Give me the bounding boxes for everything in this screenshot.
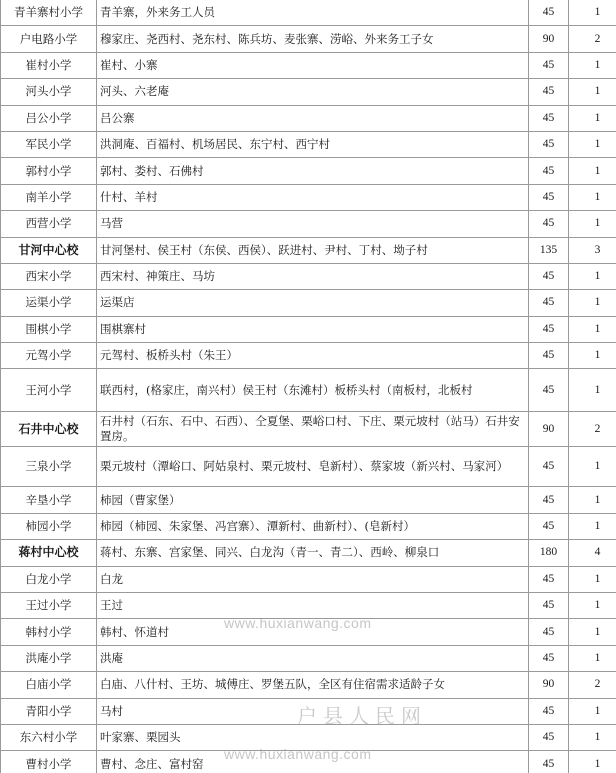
service-area-cell: 蒋村、东寨、宫家堡、同兴、白龙沟（青一、青二）、西岭、柳泉口 [97, 540, 529, 566]
service-area-cell: 石井村（石东、石中、石西）、仝夏堡、栗峪口村、下庄、栗元坡村（站马）石井安置房。 [97, 412, 529, 447]
service-area-cell: 马村 [97, 698, 529, 724]
class-count-cell: 1 [569, 513, 616, 539]
student-count-cell: 45 [529, 369, 569, 412]
table-row [1, 698, 616, 724]
student-count-cell: 135 [529, 237, 569, 263]
service-area-cell: 元驾村、板桥头村（朱王） [97, 343, 529, 369]
service-area-cell: 穆家庄、尧西村、尧东村、陈兵坊、麦张寨、涝峪、外来务工子女 [97, 26, 529, 52]
service-area-cell: 什村、羊村 [97, 184, 529, 210]
class-count-cell: 1 [569, 645, 616, 671]
class-count-cell: 1 [569, 698, 616, 724]
class-count-cell: 2 [569, 26, 616, 52]
student-count-cell: 45 [529, 131, 569, 157]
school-name-cell: 运渠小学 [1, 290, 97, 316]
watermark-url-top: www.huxianwang.com [224, 615, 372, 631]
service-area-cell: 叶家寨、栗园头 [97, 724, 529, 750]
student-count-cell: 45 [529, 0, 569, 26]
table-row [1, 105, 616, 131]
student-count-cell: 45 [529, 316, 569, 342]
class-count-cell: 1 [569, 184, 616, 210]
service-area-cell: 曹村、念庄、富村窑 [97, 751, 529, 773]
service-area-cell: 王过 [97, 593, 529, 619]
class-count-cell: 1 [569, 724, 616, 750]
school-name-cell: 甘河中心校 [1, 237, 97, 263]
service-area-cell: 联西村，(格家庄，南兴村）侯王村（东滩村）板桥头村（南板村，北板村 [97, 369, 529, 412]
class-count-cell: 3 [569, 237, 616, 263]
service-area-cell: 柿园（柿园、朱家堡、冯宫寨）、潭新村、曲新村）、(皂新村） [97, 513, 529, 539]
student-count-cell: 45 [529, 447, 569, 487]
class-count-cell: 1 [569, 343, 616, 369]
school-name-cell: 曹村小学 [1, 751, 97, 773]
service-area-cell: 青羊寨，外来务工人员 [97, 0, 529, 26]
class-count-cell: 4 [569, 540, 616, 566]
school-name-cell: 王河小学 [1, 369, 97, 412]
class-count-cell: 1 [569, 316, 616, 342]
table-row [1, 79, 616, 105]
student-count-cell: 45 [529, 290, 569, 316]
service-area-cell: 栗元坡村（潭峪口、阿姑泉村、栗元坡村、皂新村）、蔡家坡（新兴村、马家河） [97, 447, 529, 487]
service-area-cell: 崔村、小寨 [97, 52, 529, 78]
service-area-cell: 洪洞庵、百福村、机场居民、东宁村、西宁村 [97, 131, 529, 157]
table-row [1, 487, 616, 513]
student-count-cell: 90 [529, 412, 569, 447]
student-count-cell: 45 [529, 566, 569, 592]
class-count-cell: 2 [569, 672, 616, 698]
class-count-cell: 1 [569, 0, 616, 26]
service-area-cell: 郭村、娄村、石佛村 [97, 158, 529, 184]
table-row [1, 0, 616, 26]
watermark-url-bottom: www.huxianwang.com [224, 746, 372, 762]
class-count-cell: 1 [569, 369, 616, 412]
service-area-cell: 白庙、八什村、王坊、城傅庄、罗堡五队，全区有住宿需求适龄子女 [97, 672, 529, 698]
school-name-cell: 三泉小学 [1, 447, 97, 487]
school-name-cell: 河头小学 [1, 79, 97, 105]
table-row [1, 566, 616, 592]
student-count-cell: 45 [529, 513, 569, 539]
student-count-cell: 45 [529, 487, 569, 513]
class-count-cell: 1 [569, 487, 616, 513]
table-row [1, 290, 616, 316]
table-row [1, 724, 616, 750]
student-count-cell: 90 [529, 26, 569, 52]
table-row [1, 263, 616, 289]
class-count-cell: 1 [569, 263, 616, 289]
class-count-cell: 1 [569, 52, 616, 78]
student-count-cell: 45 [529, 79, 569, 105]
table-row [1, 593, 616, 619]
table-row [1, 619, 616, 645]
school-name-cell: 白龙小学 [1, 566, 97, 592]
student-count-cell: 45 [529, 698, 569, 724]
student-count-cell: 45 [529, 105, 569, 131]
class-count-cell: 1 [569, 79, 616, 105]
school-name-cell: 元驾小学 [1, 343, 97, 369]
table-row [1, 158, 616, 184]
table-row [1, 447, 616, 487]
student-count-cell: 180 [529, 540, 569, 566]
service-area-cell: 河头、六老庵 [97, 79, 529, 105]
class-count-cell: 1 [569, 290, 616, 316]
school-name-cell: 白庙小学 [1, 672, 97, 698]
service-area-cell: 西宋村、神策庄、马坊 [97, 263, 529, 289]
table-row [1, 316, 616, 342]
school-name-cell: 崔村小学 [1, 52, 97, 78]
school-name-cell: 东六村小学 [1, 724, 97, 750]
table-row [1, 211, 616, 237]
student-count-cell: 45 [529, 263, 569, 289]
school-name-cell: 青羊寨村小学 [1, 0, 97, 26]
table-row [1, 52, 616, 78]
class-count-cell: 1 [569, 158, 616, 184]
class-count-cell: 2 [569, 412, 616, 447]
school-name-cell: 西营小学 [1, 211, 97, 237]
student-count-cell: 45 [529, 593, 569, 619]
service-area-cell: 马营 [97, 211, 529, 237]
student-count-cell: 45 [529, 52, 569, 78]
student-count-cell: 45 [529, 751, 569, 773]
school-name-cell: 石井中心校 [1, 412, 97, 447]
class-count-cell: 1 [569, 619, 616, 645]
student-count-cell: 45 [529, 619, 569, 645]
school-name-cell: 西宋小学 [1, 263, 97, 289]
table-row [1, 540, 616, 566]
table-row [1, 131, 616, 157]
service-area-cell: 白龙 [97, 566, 529, 592]
class-count-cell: 1 [569, 751, 616, 773]
table-body [1, 0, 616, 773]
class-count-cell: 1 [569, 593, 616, 619]
table-row [1, 751, 616, 773]
service-area-cell: 围棋寨村 [97, 316, 529, 342]
student-count-cell: 45 [529, 158, 569, 184]
table-row [1, 412, 616, 447]
service-area-cell: 洪庵 [97, 645, 529, 671]
student-count-cell: 45 [529, 645, 569, 671]
table-row [1, 645, 616, 671]
school-name-cell: 洪庵小学 [1, 645, 97, 671]
school-name-cell: 青阳小学 [1, 698, 97, 724]
class-count-cell: 1 [569, 131, 616, 157]
service-area-cell: 韩村、怀道村 [97, 619, 529, 645]
class-count-cell: 1 [569, 566, 616, 592]
table-row [1, 26, 616, 52]
school-name-cell: 王过小学 [1, 593, 97, 619]
school-name-cell: 辛垦小学 [1, 487, 97, 513]
service-area-cell: 运渠店 [97, 290, 529, 316]
school-name-cell: 郭村小学 [1, 158, 97, 184]
student-count-cell: 45 [529, 184, 569, 210]
table-row [1, 184, 616, 210]
school-name-cell: 南羊小学 [1, 184, 97, 210]
student-count-cell: 45 [529, 343, 569, 369]
table-row [1, 369, 616, 412]
watermark-brand: 户县人民网 [297, 704, 427, 728]
table-row [1, 513, 616, 539]
student-count-cell: 45 [529, 211, 569, 237]
school-name-cell: 吕公小学 [1, 105, 97, 131]
class-count-cell: 1 [569, 105, 616, 131]
school-name-cell: 围棋小学 [1, 316, 97, 342]
school-name-cell: 蒋村中心校 [1, 540, 97, 566]
service-area-cell: 吕公寨 [97, 105, 529, 131]
school-name-cell: 韩村小学 [1, 619, 97, 645]
school-name-cell: 户电路小学 [1, 26, 97, 52]
table-row [1, 237, 616, 263]
school-name-cell: 军民小学 [1, 131, 97, 157]
student-count-cell: 90 [529, 672, 569, 698]
class-count-cell: 1 [569, 211, 616, 237]
service-area-cell: 甘河堡村、侯王村（东侯、西侯）、跃进村、尹村、丁村、坳子村 [97, 237, 529, 263]
class-count-cell: 1 [569, 447, 616, 487]
school-name-cell: 柿园小学 [1, 513, 97, 539]
service-area-cell: 柿园（曹家堡） [97, 487, 529, 513]
table-row [1, 343, 616, 369]
table-row [1, 672, 616, 698]
student-count-cell: 45 [529, 724, 569, 750]
